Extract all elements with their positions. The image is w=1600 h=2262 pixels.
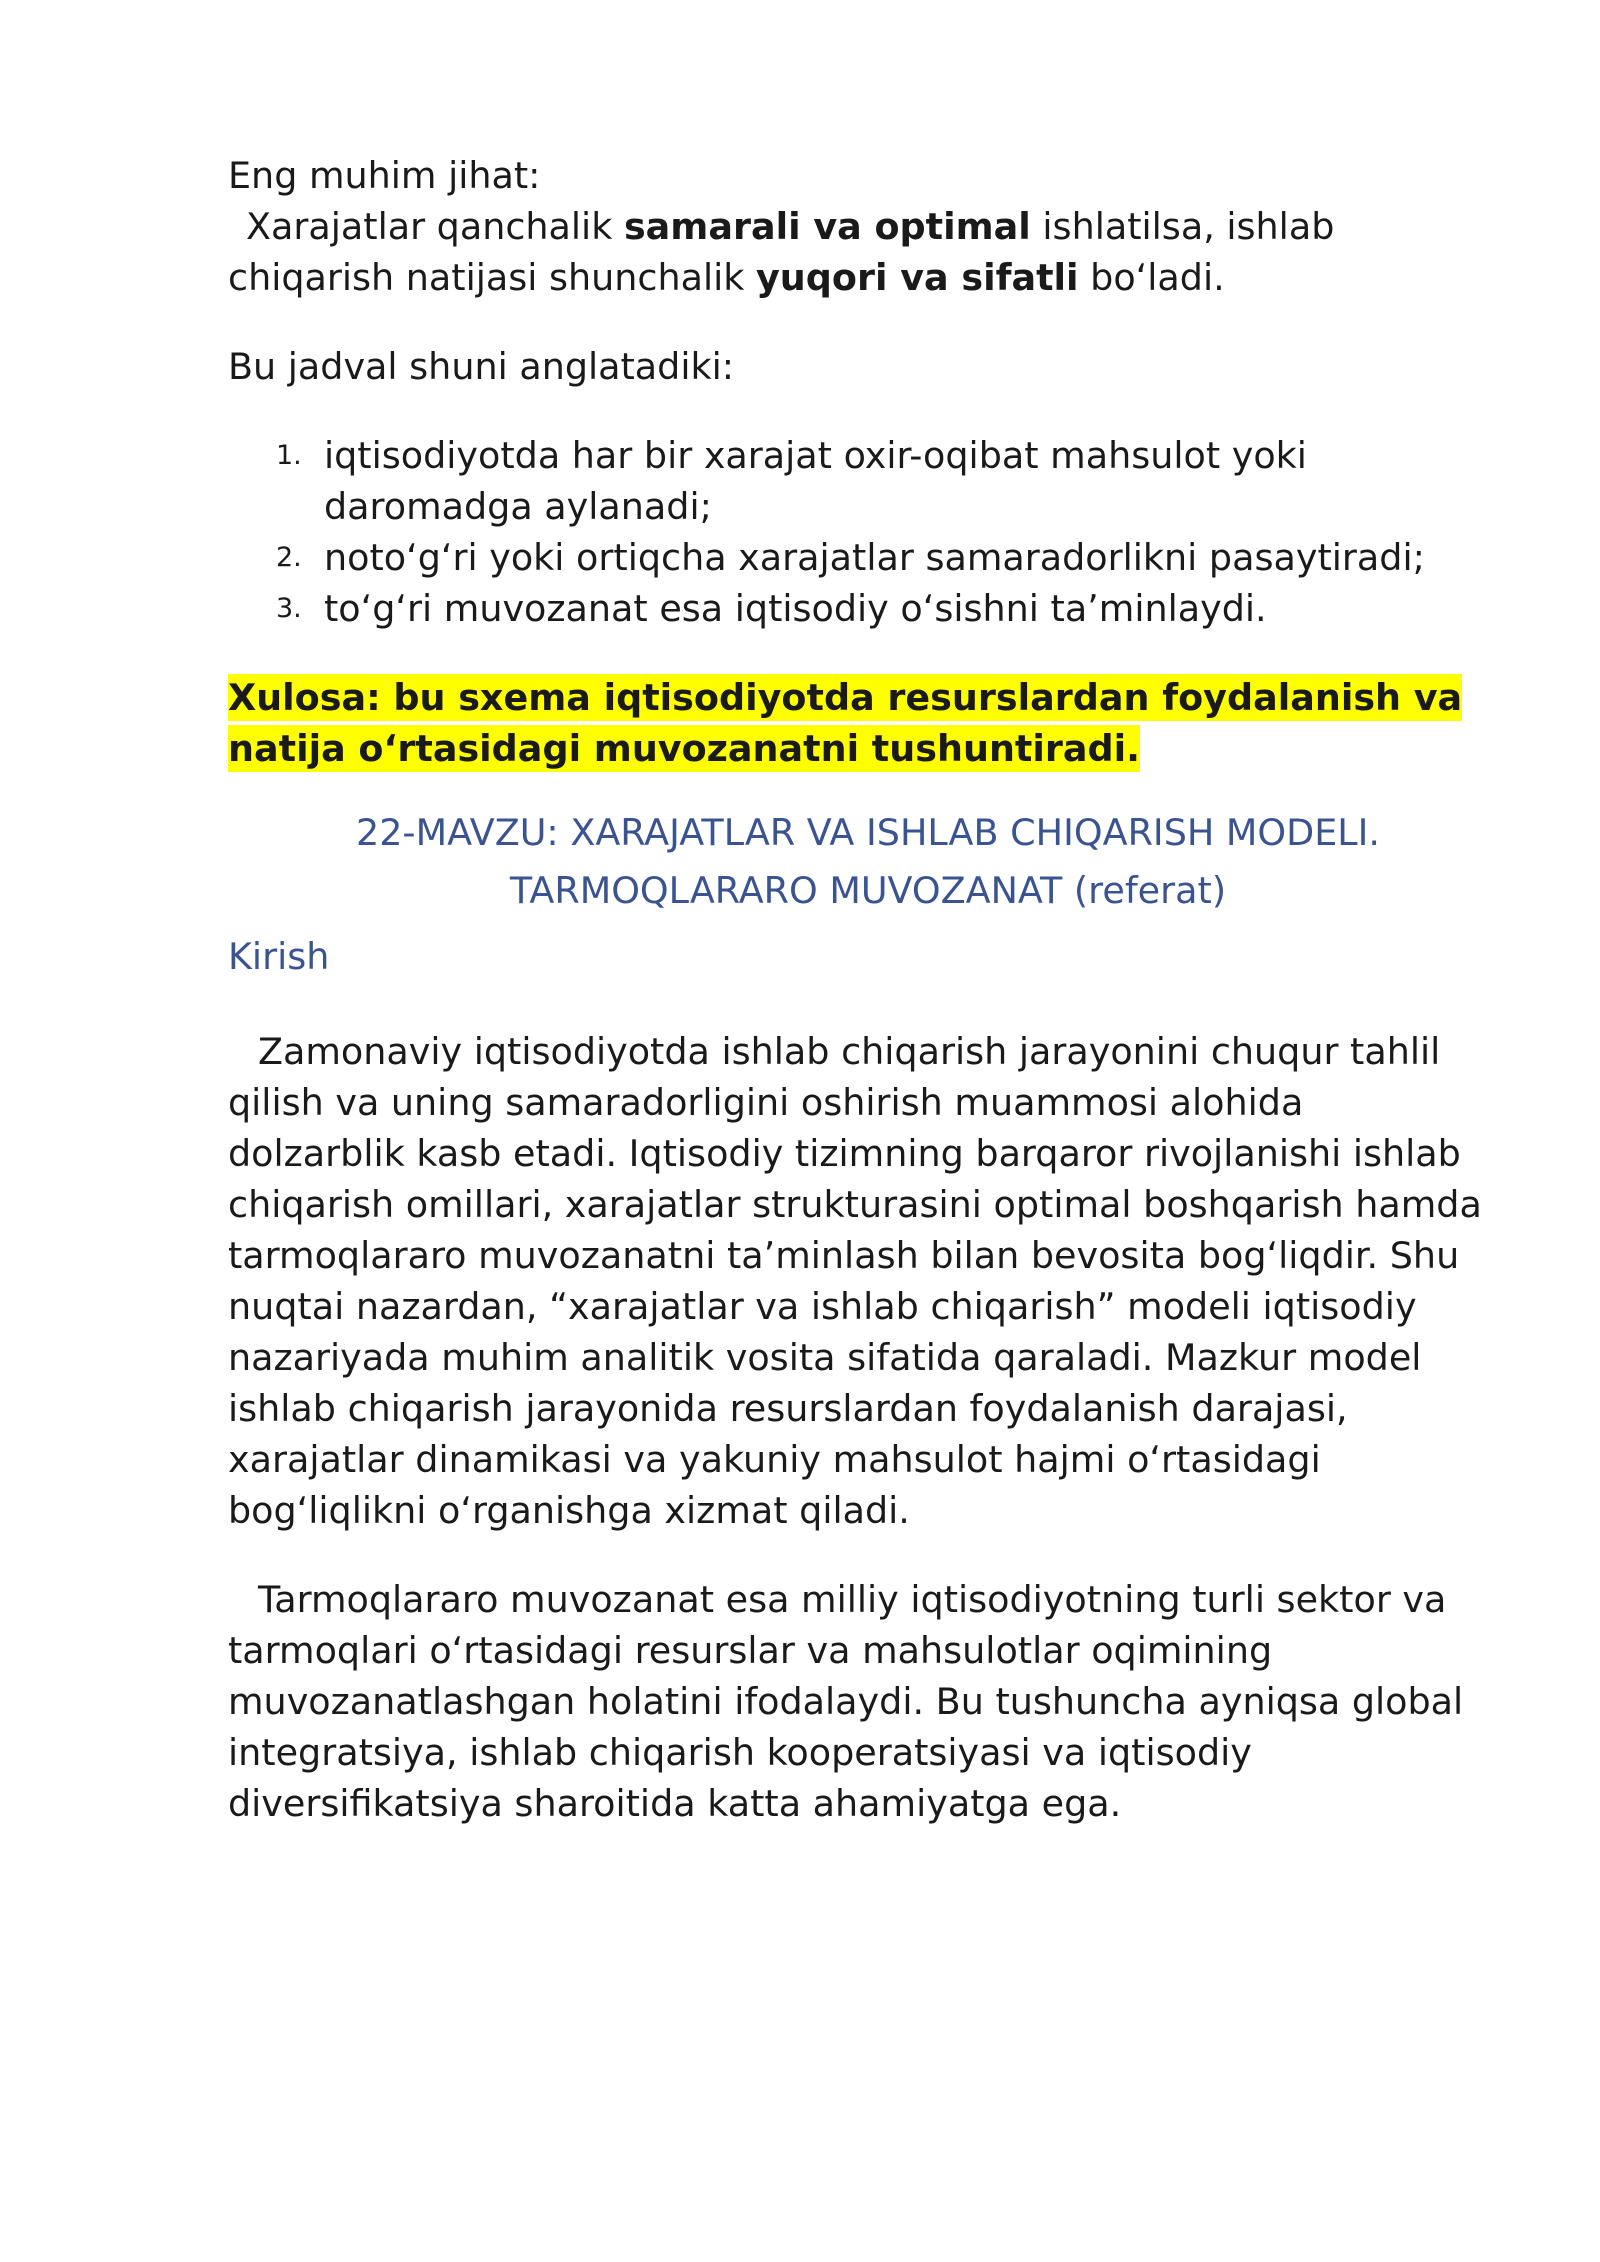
list-item bbox=[228, 430, 1474, 532]
list-item-number: 2. bbox=[276, 542, 302, 573]
conclusion-highlight: Xulosa: bu sxema iqtisodiyotda resurslardan foydalanish va natija o‘rtasidagi muvozanatni tushuntiradi. bbox=[228, 676, 1463, 770]
list-item bbox=[228, 532, 1474, 583]
list-item-text: iqtisodiyotda har bir xarajat oxir-oqibat mahsulot yoki daromadga aylanadi; bbox=[324, 434, 1307, 528]
list-item-number: 1. bbox=[276, 440, 302, 471]
sentence-part-3: bo‘ladi. bbox=[1078, 256, 1225, 299]
conclusion-paragraph bbox=[228, 672, 1488, 774]
key-point-heading: Eng muhim jihat: bbox=[228, 154, 541, 197]
introduction-heading: Kirish bbox=[228, 935, 330, 978]
topic-title-line-1: 22-MAVZU: XARAJATLAR VA ISHLAB CHIQARISH MODELI. bbox=[355, 811, 1380, 854]
body-paragraph-1: Zamonaviy iqtisodiyotda ishlab chiqarish jarayonini chuqur tahlil qilish va uning samaradorligini oshirish muammosi alohida dolzarblik kasb etadi. Iqtisodiy tizimning barqaror rivojlanishi ishlab chiqarish omillari, xarajatlar strukturasini optimal boshqarish hamda tarmoqlararo muvozanatni ta’minlash bilan bevosita bog‘liqdir. Shu nuqtai nazardan, “xarajatlar va ishlab chiqarish” modeli iqtisodiy nazariyada muhim analitik vosita sifatida qaraladi. Mazkur model ishlab chiqarish jarayonida resurslardan foydalanish darajasi, xarajatlar dinamikasi va yakuniy mahsulot hajmi o‘rtasidagi bog‘liqlikni o‘rganishga xizmat qiladi. bbox=[228, 1030, 1482, 1532]
list-item-text: noto‘g‘ri yoki ortiqcha xarajatlar samaradorlikni pasaytiradi; bbox=[324, 536, 1425, 579]
topic-title bbox=[228, 804, 1488, 920]
body-paragraph-2: Tarmoqlararo muvozanat esa milliy iqtisodiyotning turli sektor va tarmoqlari o‘rtasidagi resurslar va mahsulotlar oqimining muvozanatlashgan holatini ifodalaydi. Bu tushuncha ayniqsa global integratsiya, ishlab chiqarish kooperatsiyasi va iqtisodiy diversifikatsiya sharoitida katta ahamiyatga ega. bbox=[228, 1578, 1464, 1825]
meaning-list bbox=[228, 430, 1488, 634]
sentence-part-1: Xarajatlar qanchalik bbox=[246, 205, 624, 248]
document-page bbox=[228, 150, 1488, 1867]
key-point-sentence bbox=[228, 201, 1488, 303]
table-meaning-intro: Bu jadval shuni anglatadiki: bbox=[228, 345, 735, 388]
list-item bbox=[228, 583, 1474, 634]
sentence-bold-2: yuqori va sifatli bbox=[756, 256, 1079, 299]
key-point-block bbox=[228, 150, 1488, 303]
list-item-number: 3. bbox=[276, 593, 302, 624]
sentence-bold-1: samarali va optimal bbox=[623, 205, 1031, 248]
sentence-part-2: ishlatilsa, ishlab chiqarish natijasi shunchalik bbox=[228, 205, 1335, 299]
topic-title-line-2: TARMOQLARARO MUVOZANAT (referat) bbox=[509, 869, 1227, 912]
list-item-text: to‘g‘ri muvozanat esa iqtisodiy o‘sishni ta’minlaydi. bbox=[324, 587, 1267, 630]
